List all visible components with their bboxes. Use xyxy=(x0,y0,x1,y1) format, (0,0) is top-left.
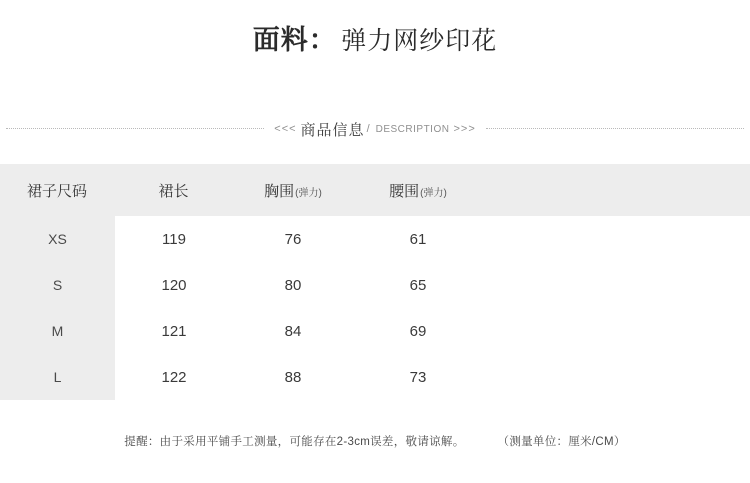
row-waist: 69 xyxy=(409,322,427,340)
divider-line-left xyxy=(6,128,264,130)
divider-arrows-right: >>> xyxy=(453,123,476,135)
row-bust: 76 xyxy=(284,230,302,248)
table-header-bust-label: 胸围 xyxy=(264,182,295,200)
row-length: 120 xyxy=(161,276,187,294)
row-size: L xyxy=(0,354,115,400)
table-header-waist-unit: (弹力) xyxy=(420,187,447,199)
table-row xyxy=(0,216,750,262)
row-waist: 73 xyxy=(409,368,427,386)
table-header-size-label: 裙子尺码 xyxy=(26,182,87,200)
fabric-title-label: 面料： xyxy=(252,25,337,55)
row-size: M xyxy=(0,308,115,354)
section-title-cn: 商品信息 xyxy=(300,121,365,139)
table-header-waist-label: 腰围 xyxy=(389,182,420,200)
row-waist: 61 xyxy=(409,230,427,248)
table-header-length xyxy=(115,164,233,216)
section-title-slash: / xyxy=(366,123,370,135)
size-table xyxy=(0,164,750,400)
row-size: S xyxy=(0,262,115,308)
table-header-size xyxy=(0,164,115,216)
fabric-title-value: 弹力网纱印花 xyxy=(341,27,498,55)
row-bust: 88 xyxy=(284,368,302,386)
row-length: 121 xyxy=(161,322,187,340)
table-row xyxy=(0,354,750,400)
row-bust: 84 xyxy=(284,322,302,340)
section-title-en: DESCRIPTION xyxy=(375,123,450,135)
row-spacer xyxy=(483,308,750,354)
row-spacer xyxy=(483,262,750,308)
section-divider xyxy=(0,118,750,140)
row-size: XS xyxy=(0,216,115,262)
table-header-bust-unit: (弹力) xyxy=(295,187,322,199)
divider-line-right xyxy=(486,128,744,130)
table-header-bust xyxy=(233,164,353,216)
table-header-waist xyxy=(353,164,483,216)
table-header-spacer xyxy=(483,164,750,216)
row-length: 122 xyxy=(161,368,187,386)
table-row xyxy=(0,308,750,354)
divider-arrows-left: <<< xyxy=(274,123,297,135)
footnote-note: 提醒：由于采用平铺手工测量，可能存在2-3cm误差，敬请谅解。 xyxy=(124,436,465,448)
table-header-row xyxy=(0,164,750,216)
fabric-title xyxy=(0,18,750,57)
row-bust: 80 xyxy=(284,276,302,294)
row-waist: 65 xyxy=(409,276,427,294)
measurement-footnote xyxy=(0,433,750,449)
table-header-length-label: 裙长 xyxy=(158,182,189,200)
row-spacer xyxy=(483,354,750,400)
table-row xyxy=(0,262,750,308)
row-length: 119 xyxy=(162,230,186,248)
row-spacer xyxy=(483,216,750,262)
footnote-unit-note: （测量单位：厘米/CM） xyxy=(497,436,626,448)
